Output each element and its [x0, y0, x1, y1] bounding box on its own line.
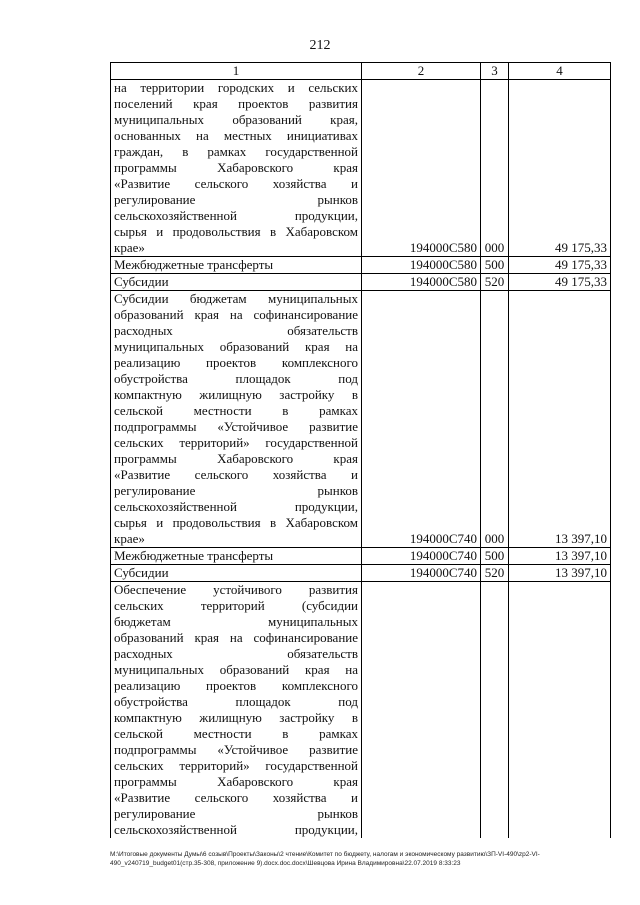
description-line: муниципальных образований края,: [114, 112, 358, 127]
description-line: сельскохозяйственной продукции,: [114, 822, 358, 837]
description-line: программы Хабаровского края: [114, 451, 358, 466]
row-code: 194000С580: [362, 257, 481, 274]
description-line: поселений края проектов развития: [114, 96, 358, 111]
document-footer-path: M:\Итоговые документы Думы\6 созыв\Проекты\Законы\2 чтение\Комитет по бюджету, налогам и экономическому развитию\ЗП-VI-490\zp2-VI-490_v240719_budget01(стр.35-308, приложение 9).docx.doc.docx\Шевцова Ирина Владимировна\22.07.2019 8:33:23: [110, 851, 540, 867]
description-line: программы Хабаровского края: [114, 160, 358, 175]
description-line: Субсидии: [114, 565, 169, 580]
description-line: программы Хабаровского края: [114, 774, 358, 789]
description-line: расходных обязательств: [114, 646, 358, 661]
page-number: 212: [309, 38, 331, 53]
description-line: регулирование рынков: [114, 806, 358, 821]
row-description: [111, 80, 362, 257]
header-col-1: 1: [111, 63, 362, 80]
description-line: на территории городских и сельских: [114, 80, 358, 95]
description-line: муниципальных образований края на: [114, 662, 358, 677]
description-line: подпрограммы «Устойчивое развитие: [114, 419, 358, 434]
description-line: компактную жилищную застройку в: [114, 387, 358, 402]
table-row: [111, 582, 611, 839]
description-line: регулирование рынков: [114, 483, 358, 498]
row-amount: 49 175,33: [509, 257, 611, 274]
description-line: Межбюджетные трансферты: [114, 257, 274, 272]
row-expense-type: 000: [481, 80, 509, 257]
row-code: 194000С740: [362, 548, 481, 565]
header-col-2: 2: [362, 63, 481, 80]
description-line: реализацию проектов комплексного: [114, 355, 358, 370]
table-row: [111, 291, 611, 548]
description-line: муниципальных образований края на: [114, 339, 358, 354]
row-description: [111, 582, 362, 839]
description-line: бюджетам муниципальных: [114, 614, 358, 629]
row-expense-type: 520: [481, 274, 509, 291]
table-row: [111, 80, 611, 257]
description-line: граждан, в рамках государственной: [114, 144, 358, 159]
description-line: Субсидии: [114, 274, 169, 289]
description-line: расходных обязательств: [114, 323, 358, 338]
description-line: сельской местности в рамках: [114, 726, 358, 741]
description-line: сырья и продовольствия в Хабаровском: [114, 224, 358, 239]
description-line: основанных на местных инициативах: [114, 128, 358, 143]
row-description: [111, 274, 362, 291]
table-row: [111, 548, 611, 565]
description-line: сельскохозяйственной продукции,: [114, 208, 358, 223]
description-line: Обеспечение устойчивого развития: [114, 582, 358, 597]
description-line: компактную жилищную застройку в: [114, 710, 358, 725]
row-amount: 13 397,10: [509, 291, 611, 548]
description-line: «Развитие сельского хозяйства и: [114, 176, 358, 191]
row-description: [111, 257, 362, 274]
table-row: [111, 565, 611, 582]
row-description: [111, 548, 362, 565]
row-amount: 13 397,10: [509, 548, 611, 565]
row-expense-type: [481, 582, 509, 839]
row-code: 194000С580: [362, 274, 481, 291]
row-expense-type: 000: [481, 291, 509, 548]
table-row: [111, 274, 611, 291]
table-header-row: [111, 63, 611, 80]
row-code: [362, 582, 481, 839]
row-amount: 49 175,33: [509, 274, 611, 291]
description-line: Субсидии бюджетам муниципальных: [114, 291, 358, 306]
description-line: «Развитие сельского хозяйства и: [114, 467, 358, 482]
description-line: крае»: [114, 240, 145, 255]
header-col-4: 4: [509, 63, 611, 80]
table-row: [111, 257, 611, 274]
row-amount: 49 175,33: [509, 80, 611, 257]
row-description: [111, 291, 362, 548]
row-expense-type: 500: [481, 257, 509, 274]
row-expense-type: 500: [481, 548, 509, 565]
row-amount: [509, 582, 611, 839]
row-amount: 13 397,10: [509, 565, 611, 582]
description-line: обустройства площадок под: [114, 694, 358, 709]
description-line: сырья и продовольствия в Хабаровском: [114, 515, 358, 530]
description-line: крае»: [114, 531, 145, 546]
row-code: 194000С740: [362, 291, 481, 548]
description-line: сельскохозяйственной продукции,: [114, 499, 358, 514]
row-description: [111, 565, 362, 582]
description-line: подпрограммы «Устойчивое развитие: [114, 742, 358, 757]
row-code: 194000С580: [362, 80, 481, 257]
description-line: реализацию проектов комплексного: [114, 678, 358, 693]
description-line: сельских территорий» государственной: [114, 758, 358, 773]
budget-table: [110, 62, 611, 838]
description-line: «Развитие сельского хозяйства и: [114, 790, 358, 805]
description-line: сельских территорий (субсидии: [114, 598, 358, 613]
description-line: обустройства площадок под: [114, 371, 358, 386]
description-line: образований края на софинансирование: [114, 630, 358, 645]
description-line: сельских территорий» государственной: [114, 435, 358, 450]
description-line: сельской местности в рамках: [114, 403, 358, 418]
row-code: 194000С740: [362, 565, 481, 582]
row-expense-type: 520: [481, 565, 509, 582]
description-line: образований края на софинансирование: [114, 307, 358, 322]
header-col-3: 3: [481, 63, 509, 80]
description-line: регулирование рынков: [114, 192, 358, 207]
description-line: Межбюджетные трансферты: [114, 548, 274, 563]
